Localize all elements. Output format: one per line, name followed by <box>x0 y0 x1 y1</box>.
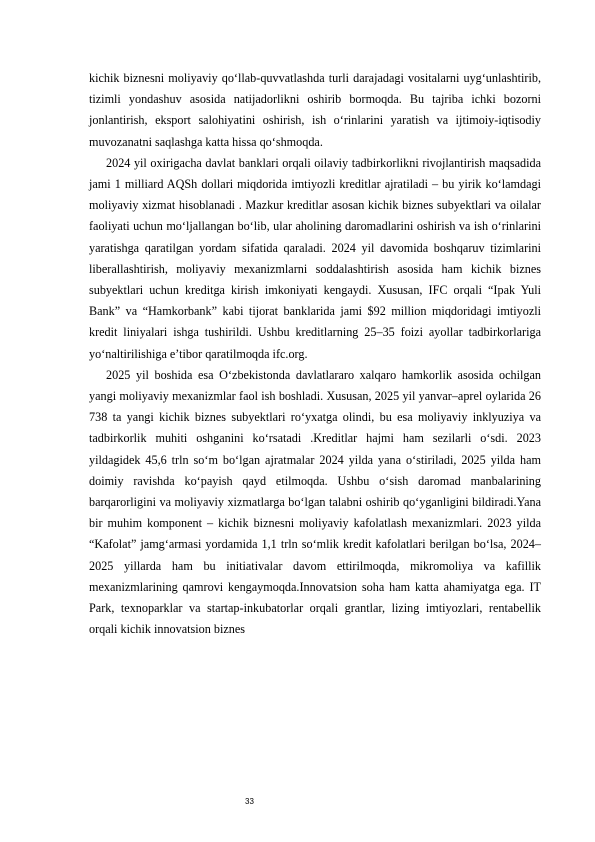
paragraph-1: kichik biznesni moliyaviy qo‘llab-quvvatlashda turli darajadagi vositalarni uyg‘unlashtirib, tizimli yondashuv asosida natijadorlikni oshirib bormoqda. Bu tajriba ichki bozorni jonlantirish, eksport salohiyatini oshirish, ish o‘rinlarini yaratish va ijtimoiy-iqtisodiy muvozanatni saqlashga katta hissa qo‘shmoqda. <box>89 71 541 149</box>
paragraph-2: 2024 yil oxirigacha davlat banklari orqali oilaviy tadbirkorlikni rivojlantirish maqsadida jami 1 milliard AQSh dollari miqdorida imtiyozli kreditlar ajratiladi – bu yirik ko‘lamdagi moliyaviy xizmat hisoblanadi . Mazkur kreditlar asosan kichik biznes subyektlari va oilalar faoliyati uchun mo‘ljallangan bo‘lib, ular aholining daromadlarini oshirish va ish o‘rinlarini yaratishga qaratilgan yordam sifatida qaraladi. 2024 yil davomida boshqaruv tizimlarini liberallashtirish, moliyaviy mexanizmlarni soddalashtirish asosida ham kichik biznes subyektlari uchun kreditga kirish imkoniyati kengaydi. Xususan, IFC orqali “Ipak Yuli Bank” va “Hamkorbank” kabi tijorat banklarida jami $92 million miqdoridagi imtiyozli kredit liniyalari ishga tushirildi. Ushbu kreditlarning 25–35 foizi ayollar tadbirkorlariga yo‘naltirilishiga e’tibor qaratilmoqda ifc.org. <box>89 155 541 361</box>
page-body <box>89 68 541 640</box>
page-number: 33 <box>245 797 254 806</box>
paragraph-3: 2025 yil boshida esa O‘zbekistonda davlatlararo xalqaro hamkorlik asosida ochilgan yangi moliyaviy mexanizmlar faol ish boshladi. Xususan, 2025 yil yanvar–aprel oylarida 26 738 ta yangi kichik biznes subyektlari ro‘yxatga olindi, bu esa moliyaviy inklyuziya va tadbirkorlik muhiti oshganini ko‘rsatadi .Kreditlar hajmi ham sezilarli o‘sdi. 2023 yildagidek 45,6 trln so‘m bo‘lgan ajratmalar 2024 yilda yana o‘stiriladi, 2025 yilda ham doimiy ravishda ko‘payish qayd etilmoqda. Ushbu o‘sish daromad manbalarining barqarorligini va moliyaviy xizmatlarga bo‘lgan talabni oshirib qo‘yganligini bildiradi.Yana bir muhim komponent – kichik biznesni moliyaviy kafolatlash mexanizmlari. 2023 yilda “Kafolat” jamg‘armasi yordamida 1,1 trln so‘mlik kredit kafolatlari berilgan bo‘lsa, 2024–2025 yillarda ham bu initiativalar davom ettirilmoqda, mikromoliya va kafillik mexanizmlarining qamrovi kengaymoqda.Innovatsion soha ham katta ahamiyatga ega. IT Park, texnoparklar va startap-inkubatorlar orqali grantlar, lizing imtiyozlari, rentabellik orqali kichik innovatsion biznes <box>89 367 541 637</box>
